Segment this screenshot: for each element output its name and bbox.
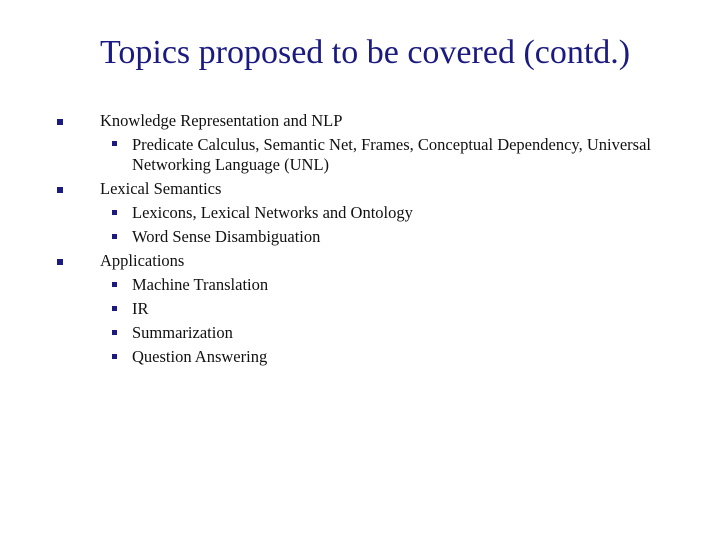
subtopic-label: Machine Translation [132, 275, 269, 294]
subtopic-item [100, 201, 720, 225]
topic-item-lexical-semantics [0, 177, 720, 249]
slide-title: Topics proposed to be covered (contd.) [100, 34, 631, 71]
subtopic-item [100, 321, 720, 345]
subtopic-item [100, 273, 720, 297]
topic-item-knowledge-representation [0, 109, 720, 177]
bullet-square-icon [112, 330, 117, 335]
subtopic-label: Summarization [132, 323, 233, 342]
bullet-square-icon [112, 282, 117, 287]
subtopic-list [100, 133, 720, 177]
topic-label: Applications [100, 251, 185, 270]
bullet-square-icon [57, 259, 63, 265]
bullet-square-icon [57, 119, 63, 125]
subtopic-label: IR [132, 299, 149, 318]
topic-label: Lexical Semantics [100, 179, 222, 198]
bullet-square-icon [57, 187, 63, 193]
bullet-square-icon [112, 210, 117, 215]
subtopic-label: Predicate Calculus, Semantic Net, Frames, Conceptual Dependency, Universal Networking Language (UNL) [132, 135, 651, 174]
subtopic-item [100, 225, 720, 249]
topic-item-applications [0, 249, 720, 369]
subtopic-label: Lexicons, Lexical Networks and Ontology [132, 203, 413, 222]
topic-list [0, 109, 720, 369]
bullet-square-icon [112, 234, 117, 239]
bullet-square-icon [112, 141, 117, 146]
subtopic-label: Word Sense Disambiguation [132, 227, 321, 246]
subtopic-list [100, 273, 720, 369]
bullet-square-icon [112, 306, 117, 311]
subtopic-item [100, 345, 720, 369]
topic-label: Knowledge Representation and NLP [100, 111, 343, 130]
subtopic-label: Question Answering [132, 347, 268, 366]
subtopic-item [100, 297, 720, 321]
bullet-square-icon [112, 354, 117, 359]
subtopic-item [100, 133, 720, 177]
subtopic-list [100, 201, 720, 249]
